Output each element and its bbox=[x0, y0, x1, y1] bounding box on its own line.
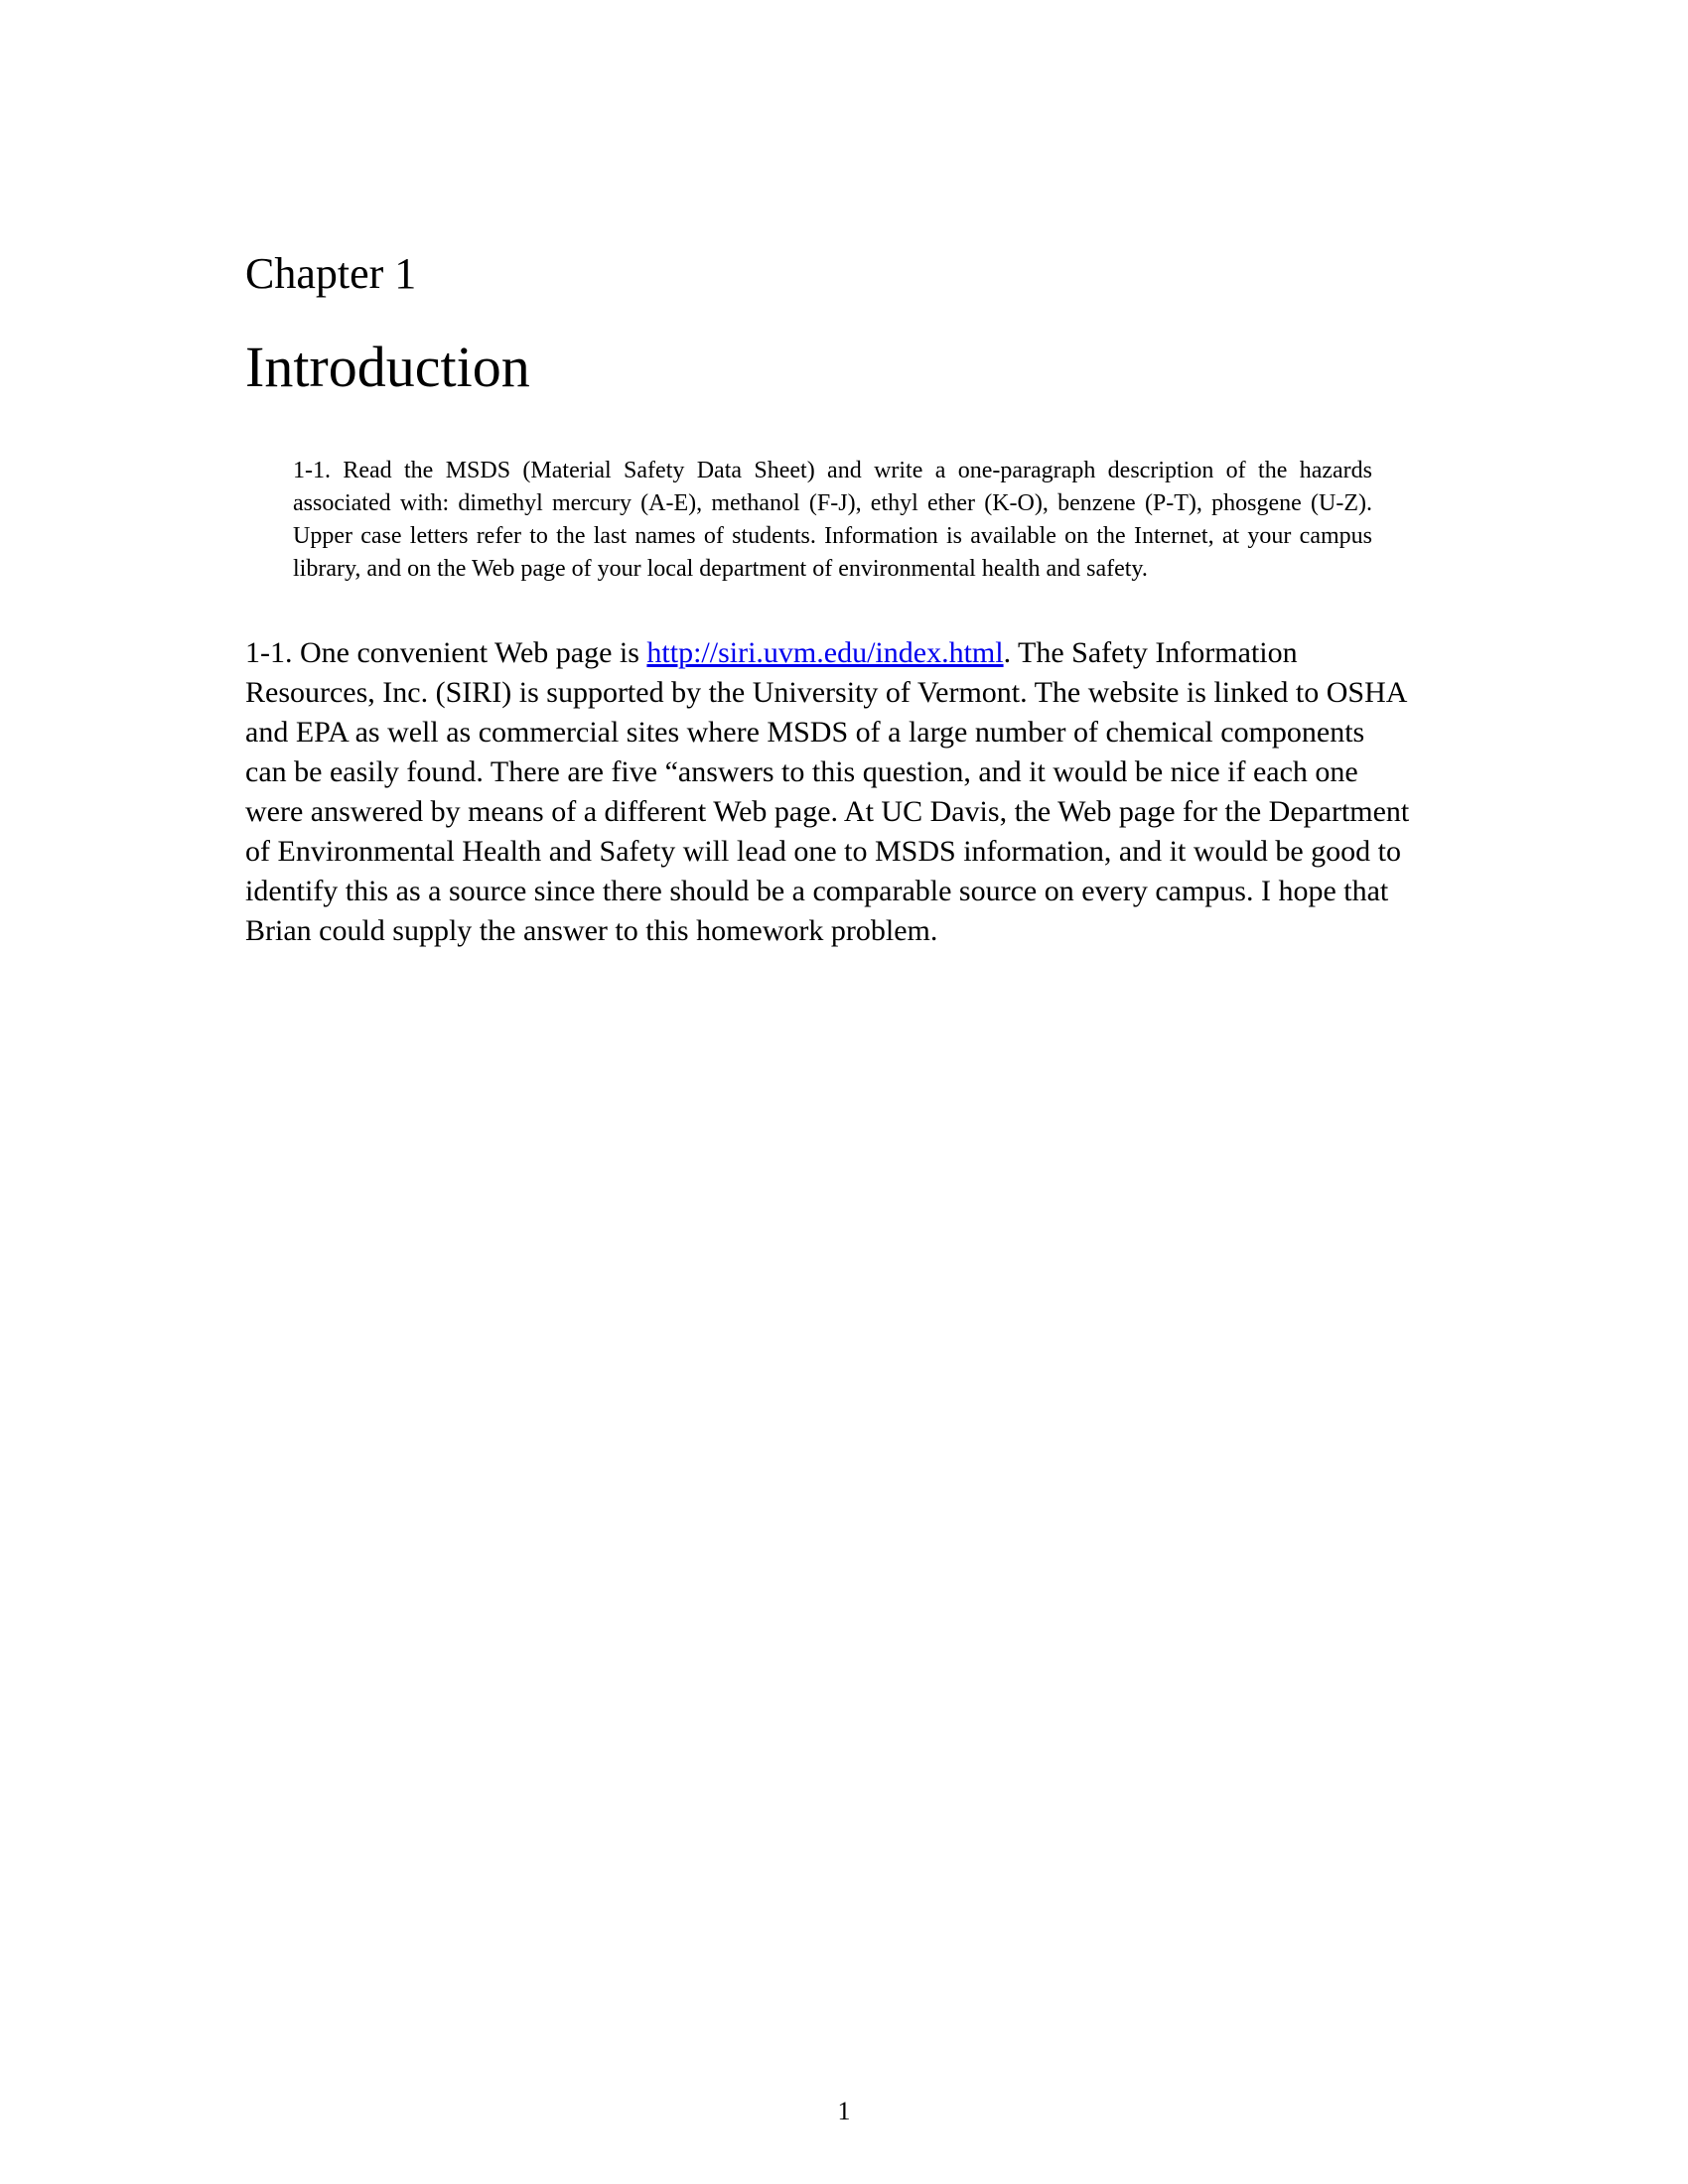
page-number: 1 bbox=[837, 2097, 851, 2125]
page-title: Introduction bbox=[245, 335, 530, 400]
problem-statement: 1-1. Read the MSDS (Material Safety Data Sheet) and write a one-paragraph description of the hazards associated with: dimethyl mercury (A-E), methanol (F-J), ethyl ether (K-O), benzene (P-T), phosgene (U-Z). Upper case letters refer to the last names of students. Information is available on the Internet, at your campus library, and on the Web page of your local department of environmental health and safety. bbox=[293, 458, 1372, 583]
msds-web-link[interactable]: http://siri.uvm.edu/index.html bbox=[646, 636, 1004, 670]
chapter-heading: Chapter 1 bbox=[245, 249, 417, 298]
page-content bbox=[245, 250, 1412, 951]
answer-paragraph bbox=[245, 633, 1412, 951]
answer-text-after-link: . The Safety Information Resources, Inc. (SIRI) is supported by the University of Vermont. The website is linked to OSHA and EPA as well as commercial sites where MSDS of a large number of chemical components can be easily found. There are five “answers to this question, and it would be nice if each one were answered by means of a different Web page. At UC Davis, the Web page for the Department of Environmental Health and Safety will lead one to MSDS information, and it would be good to identify this as a source since there should be a comparable source on every campus. I hope that Brian could supply the answer to this homework problem. bbox=[245, 636, 1410, 948]
answer-text-before-link: 1-1. One convenient Web page is bbox=[245, 636, 647, 670]
